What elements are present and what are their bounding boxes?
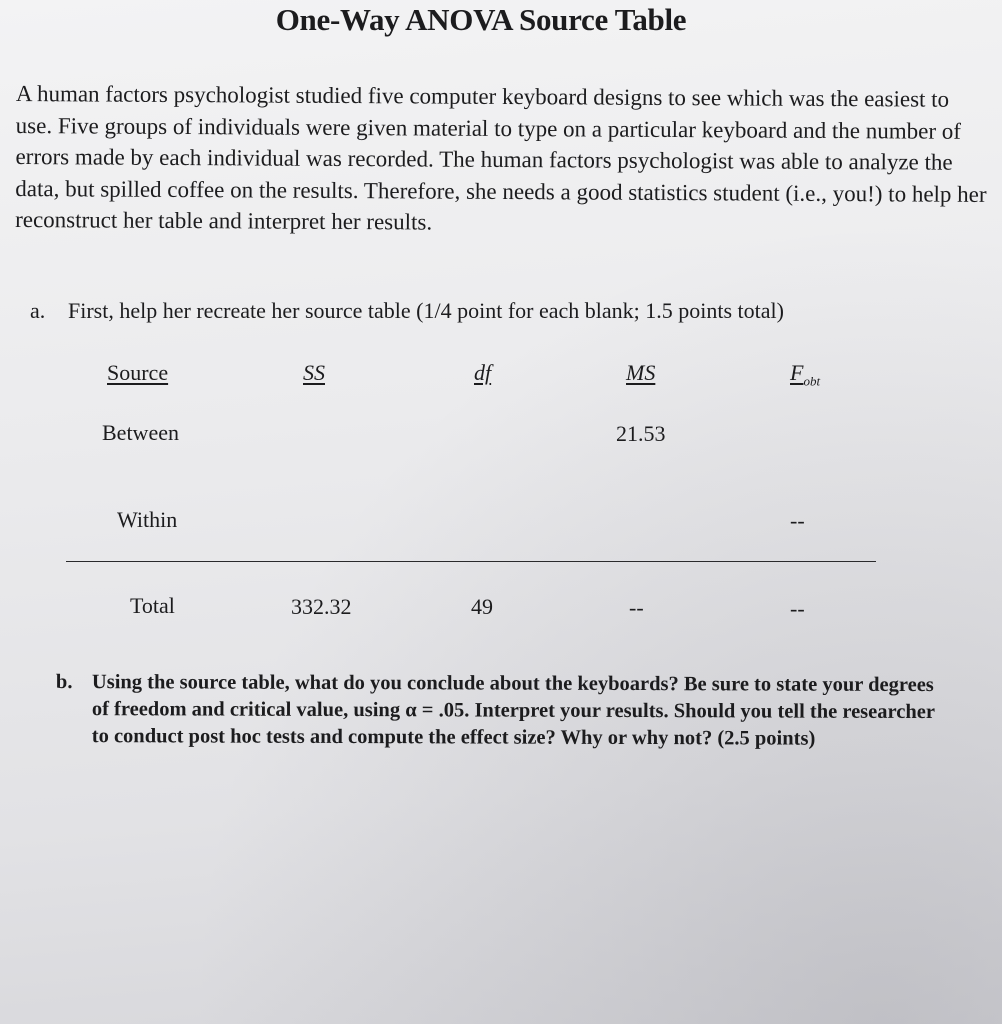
question-b-letter: b. — [55, 671, 73, 694]
question-b-text: Using the source table, what do you conclude about the keyboards? Be sure to state your degrees of freedom and critical value, using α = .05. Interpret your results. Should you tell the researcher to conduct post hoc tests and compute the effect size? Why or why not? (2.5 points) — [91, 671, 935, 750]
header-f-obt — [790, 360, 820, 389]
problem-description: A human factors psychologist studied five computer keyboard designs to see which was the easiest to use. Five groups of individuals were given material to type on a particular keyboard and the number of errors made by each individual was recorded. The human factors psychologist was able to analyze the data, but spilled coffee on the results. Therefore, she needs a good statistics student (i.e., you!) to help her reconstruct her table and interpret her results. — [15, 80, 987, 235]
header-ms: MS — [626, 360, 656, 385]
table-total-divider — [66, 561, 876, 562]
header-df: df — [474, 360, 492, 385]
page-title: One-Way ANOVA Source Table — [275, 2, 687, 37]
question-a — [30, 298, 930, 324]
question-b — [56, 669, 946, 753]
header-source: Source — [107, 360, 169, 385]
question-a-text: First, help her recreate her source table (1/4 point for each blank; 1.5 points total) — [68, 298, 784, 323]
row-within-f: -- — [790, 508, 805, 533]
row-total-df: 49 — [471, 594, 493, 619]
row-total-f: -- — [790, 596, 805, 621]
row-total-ms: -- — [629, 595, 644, 620]
row-between-ms: 21.53 — [616, 421, 666, 446]
row-total-ss: 332.32 — [291, 594, 352, 619]
row-total-label: Total — [130, 593, 175, 618]
header-f-subscript: obt — [803, 373, 821, 389]
row-between-label: Between — [102, 420, 179, 445]
question-a-letter: a. — [30, 298, 46, 323]
header-f-main: F — [790, 360, 804, 385]
row-within-label: Within — [117, 507, 178, 532]
header-ss: SS — [303, 360, 325, 385]
